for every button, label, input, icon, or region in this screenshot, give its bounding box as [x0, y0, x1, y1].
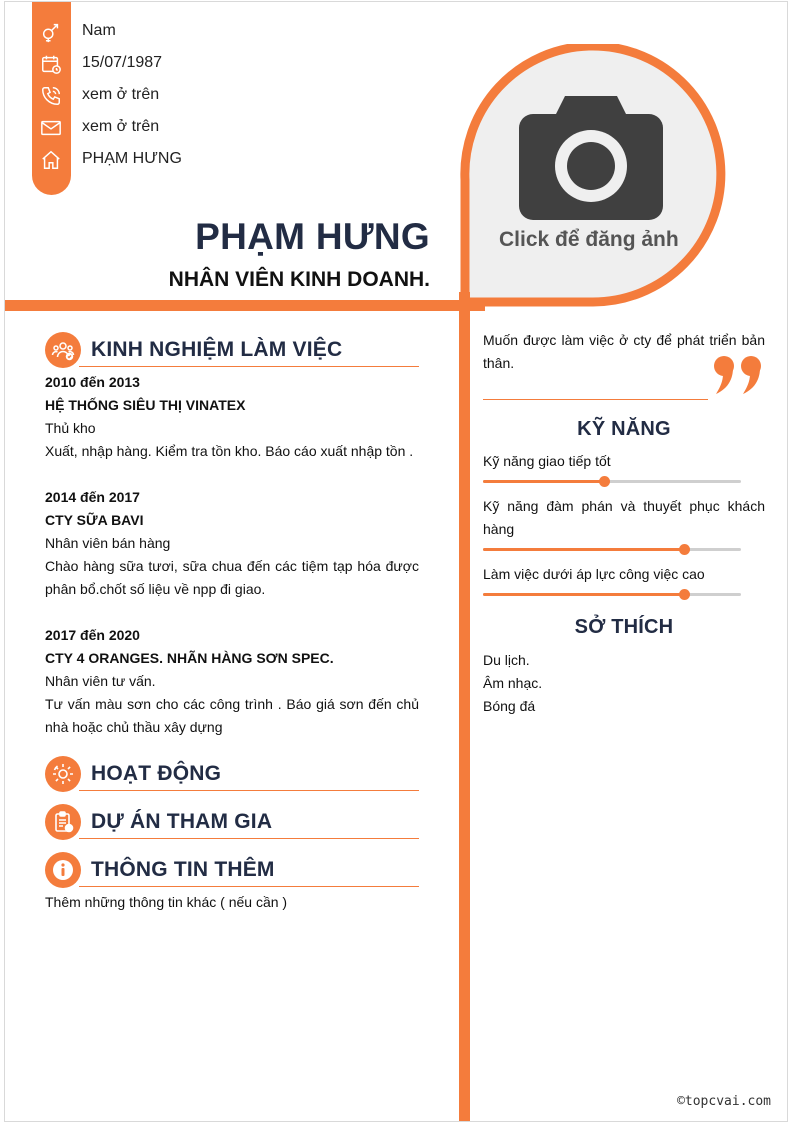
section-extra-title: THÔNG TIN THÊM: [91, 858, 275, 881]
birthday-value: 15/07/1987: [82, 54, 163, 71]
camera-icon: [519, 96, 663, 220]
vertical-divider: [459, 292, 470, 1122]
section-projects-title: DỰ ÁN THAM GIA: [91, 810, 273, 833]
photo-upload-label[interactable]: Click để đăng ảnh: [499, 228, 679, 251]
contact-gender: [32, 16, 392, 48]
address-value: PHẠM HƯNG: [82, 150, 182, 167]
hobby-item: Âm nhạc.: [483, 675, 543, 691]
hobby-item: Bóng đá: [483, 698, 536, 714]
skills-title: KỸ NĂNG: [577, 418, 671, 440]
candidate-name: PHẠM HƯNG: [195, 216, 430, 257]
job-company: CTY SỮA BAVI: [45, 512, 144, 528]
skill-bar-fill: [483, 548, 684, 551]
skill-label: Kỹ năng đàm phán và thuyết phục khách hàng: [483, 498, 765, 537]
job-description: Chào hàng sữa tươi, sữa chua đến các tiệm tạp hóa được phân bổ.chốt số liệu về npp đi giao.: [45, 558, 419, 597]
section-experience-title: KINH NGHIỆM LÀM VIỆC: [91, 338, 343, 361]
job-description: Tư vấn màu sơn cho các công trình . Báo giá sơn đến chủ nhà hoặc chủ thầu xây dựng: [45, 696, 419, 735]
skill-item: [483, 450, 765, 473]
contact-address: [32, 144, 392, 176]
hobbies-title: SỞ THÍCH: [574, 616, 674, 638]
job-entry: [45, 486, 419, 601]
job-company: CTY 4 ORANGES. NHÃN HÀNG SƠN SPEC.: [45, 650, 334, 666]
gender-value: Nam: [82, 22, 116, 39]
team-icon: [45, 332, 81, 368]
email-value: xem ở trên: [82, 118, 160, 135]
mail-icon: [39, 116, 63, 140]
skill-bar: [483, 593, 741, 596]
job-company: HỆ THỐNG SIÊU THỊ VINATEX: [45, 397, 246, 413]
cv-page: [4, 1, 788, 1122]
phone-value: xem ở trên: [82, 86, 160, 103]
phone-icon: [39, 84, 63, 108]
skill-bar-knob: [679, 589, 690, 600]
hobby-item: Du lịch.: [483, 652, 530, 668]
quote-icon: [713, 354, 765, 394]
contact-email: [32, 112, 392, 144]
skill-bar-knob: [599, 476, 610, 487]
section-rule: [79, 790, 419, 791]
extra-info-text: Thêm những thông tin khác ( nếu cần ): [45, 894, 288, 910]
contact-phone: [32, 80, 392, 112]
job-period: 2014 đến 2017: [45, 489, 140, 505]
job-period: 2017 đến 2020: [45, 627, 140, 643]
job-entry: [45, 624, 419, 739]
skill-label: Kỹ năng giao tiếp tốt: [483, 453, 611, 469]
activity-gear-icon: [45, 756, 81, 792]
section-rule: [79, 366, 419, 367]
career-objective: Muốn được làm việc ở cty để phát triển bản thân.: [483, 332, 765, 371]
skill-bar-knob: [679, 544, 690, 555]
job-position: Nhân viên tư vấn.: [45, 673, 156, 689]
watermark: ©topcvai.com: [677, 1094, 771, 1109]
contact-birthday: [32, 48, 392, 80]
photo-frame: [457, 44, 727, 312]
section-activities-title: HOẠT ĐỘNG: [91, 762, 222, 785]
job-entry: [45, 371, 419, 463]
objective-rule: [483, 399, 708, 400]
photo-upload[interactable]: [457, 44, 727, 312]
clipboard-icon: [45, 804, 81, 840]
section-rule: [79, 838, 419, 839]
skill-bar: [483, 480, 741, 483]
horizontal-divider: [5, 300, 485, 311]
job-title: NHÂN VIÊN KINH DOANH.: [168, 268, 430, 291]
skill-label: Làm việc dưới áp lực công việc cao: [483, 566, 705, 582]
job-period: 2010 đến 2013: [45, 374, 140, 390]
gender-icon: [39, 20, 63, 44]
skill-bar-fill: [483, 480, 604, 483]
section-experience-header: [45, 332, 419, 368]
hobbies-list: [483, 649, 542, 718]
calendar-icon: [39, 52, 63, 76]
section-projects-header: [45, 804, 419, 840]
info-icon: [45, 852, 81, 888]
skill-bar: [483, 548, 741, 551]
section-rule: [79, 886, 419, 887]
skill-item: [483, 495, 765, 541]
home-icon: [39, 148, 63, 172]
job-description: Xuất, nhập hàng. Kiểm tra tồn kho. Báo cáo xuất nhập tồn .: [45, 443, 414, 459]
skill-item: [483, 563, 765, 586]
section-activities-header: [45, 756, 419, 792]
job-position: Nhân viên bán hàng: [45, 535, 171, 551]
section-extra-header: [45, 852, 419, 888]
job-position: Thủ kho: [45, 420, 96, 436]
skill-bar-fill: [483, 593, 684, 596]
